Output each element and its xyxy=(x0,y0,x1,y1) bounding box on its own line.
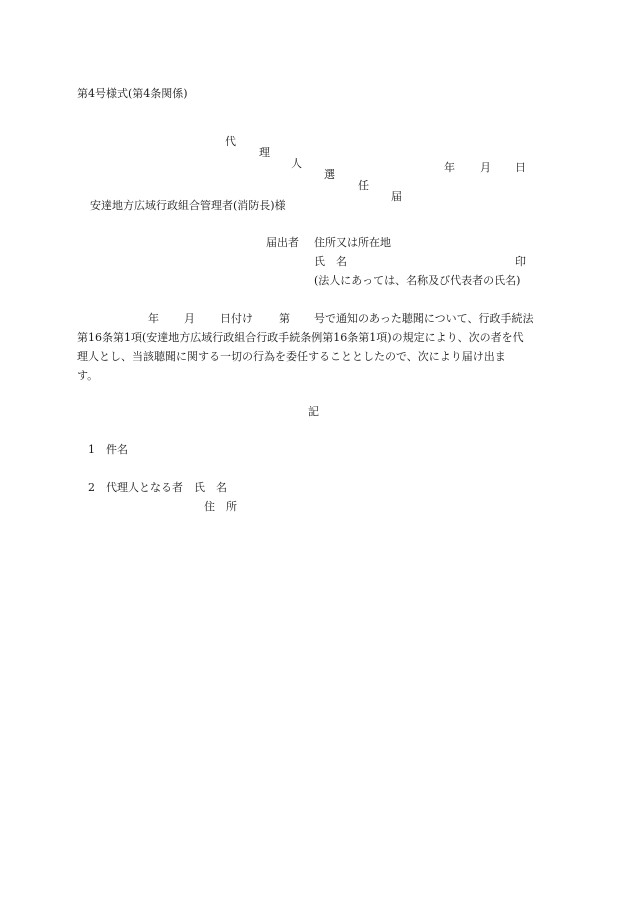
name-label: 氏 名 xyxy=(314,255,347,268)
body-line-1-rest: 号で通知のあった聴聞について、行政手続法 xyxy=(314,312,534,325)
body-line-3: 理人とし、当該聴聞に関する一切の行為を委任することとしたので、次により届け出ま xyxy=(77,350,506,363)
title-char: 任 xyxy=(358,179,369,192)
title-char: 代 xyxy=(225,135,236,148)
document-title xyxy=(225,125,402,203)
body-line-2: 第16条第1項(安達地方広域行政組合行政手続条例第16条第1項)の規定により、次の者を代 xyxy=(77,331,524,344)
title-char: 理 xyxy=(259,146,270,159)
title-char: 届 xyxy=(391,190,402,203)
seal-mark: 印 xyxy=(515,255,526,268)
record-heading: 記 xyxy=(308,405,319,418)
body-month: 月 xyxy=(184,312,195,325)
title-char: 人 xyxy=(291,157,302,170)
corporation-note: (法人にあっては、名称及び代表者の氏名) xyxy=(314,274,521,287)
item-agent-name: 2 代理人となる者 氏 名 xyxy=(88,481,227,494)
address-label: 住所又は所在地 xyxy=(314,236,391,249)
item-case-name: 1 件名 xyxy=(88,443,128,456)
body-dated: 日付け xyxy=(220,312,253,325)
title-char: 選 xyxy=(324,168,335,181)
body-number-prefix: 第 xyxy=(279,312,290,325)
date-month-label: 月 xyxy=(480,161,491,174)
body-year: 年 xyxy=(148,312,159,325)
addressee: 安達地方広域行政組合管理者(消防長)様 xyxy=(90,199,286,212)
form-number: 第4号様式(第4条関係) xyxy=(77,87,188,100)
date-year-label: 年 xyxy=(444,161,455,174)
body-line-4: す。 xyxy=(77,369,99,382)
date-day-label: 日 xyxy=(515,161,526,174)
notifier-label: 届出者 xyxy=(266,236,299,249)
item-agent-address: 住 所 xyxy=(204,500,237,513)
